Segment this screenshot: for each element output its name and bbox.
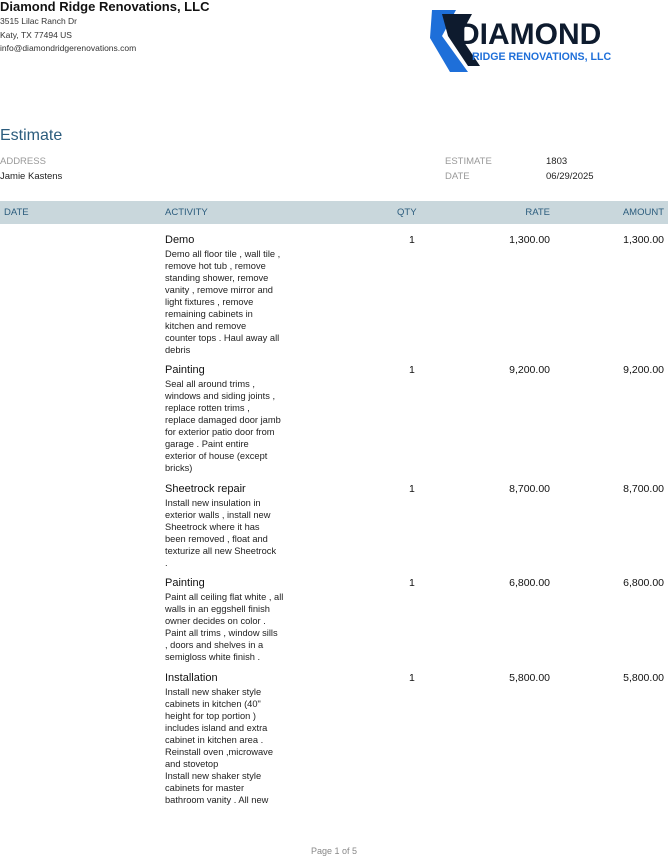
rate-cell: 6,800.00 [509,577,550,589]
header-qty: QTY [397,207,417,218]
diamond-logo-graphic [428,6,660,82]
company-address-line1: 3515 Lilac Ranch Dr [0,16,78,26]
qty-cell: 1 [409,672,415,684]
amount-cell: 9,200.00 [623,364,664,376]
estimate-number: 1803 [546,156,568,167]
activity-name: Demo [165,234,195,246]
amount-cell: 5,800.00 [623,672,664,684]
activity-name: Painting [165,364,205,376]
qty-cell: 1 [409,483,415,495]
activity-name: Installation [165,672,218,684]
rate-cell: 5,800.00 [509,672,550,684]
header-rate: RATE [525,207,550,218]
company-name: Diamond Ridge Renovations, LLC [0,0,210,14]
customer-name: Jamie Kastens [0,171,63,182]
amount-cell: 1,300.00 [623,234,664,246]
header-amount: AMOUNT [622,207,664,218]
activity-description: Install new insulation in exterior walls , install new Sheetrock where it has been removed , float and texturize all new Sheetrock . [165,498,277,568]
qty-cell: 1 [409,577,415,589]
header-date: DATE [4,207,29,218]
estimate-title: Estimate [0,127,63,144]
activity-description: Seal all around trims , windows and siding joints , replace rotten trims , replace damaged door jamb for exterior patio door from garage . Paint entire exterior of house (except bricks) [165,379,281,473]
activity-description: Install new shaker style cabinets in kitchen (40" height for top portion ) includes island and extra cabinet in kitchen area . Reinstall oven ,microwave and stovetop Install new shaker style cabinets for master bathroom vanity . All new [165,687,273,805]
rate-cell: 1,300.00 [509,234,550,246]
estimate-date: 06/29/2025 [546,171,594,182]
company-logo [428,6,660,82]
qty-cell: 1 [409,234,415,246]
activity-name: Sheetrock repair [165,483,246,495]
activity-description: Demo all floor tile , wall tile , remove hot tub , remove standing shower, remove vanity , remove mirror and light fixtures , remove remaining cabinets in kitchen and remove counter tops . Haul away all debris [165,249,281,355]
rate-cell: 8,700.00 [509,483,550,495]
qty-cell: 1 [409,364,415,376]
activity-description: Paint all ceiling flat white , all walls in an eggshell finish owner decides on color . Paint all trims , window sills , doors and shelves in a semigloss white finish . [165,592,284,662]
logo-word2: RIDGE RENOVATIONS, LLC [472,51,612,63]
table-header [0,201,668,224]
amount-cell: 6,800.00 [623,577,664,589]
amount-cell: 8,700.00 [623,483,664,495]
activity-name: Painting [165,577,205,589]
date-label: DATE [445,171,470,182]
page-number: Page 1 of 5 [310,846,358,856]
company-address-line2: Katy, TX 77494 US [0,30,72,40]
header-activity: ACTIVITY [165,207,208,218]
logo-word1: DIAMOND [458,18,602,51]
estimate-number-label: ESTIMATE [445,156,492,167]
rate-cell: 9,200.00 [509,364,550,376]
company-email: info@diamondridgerenovations.com [0,43,137,53]
address-label: ADDRESS [0,156,46,167]
